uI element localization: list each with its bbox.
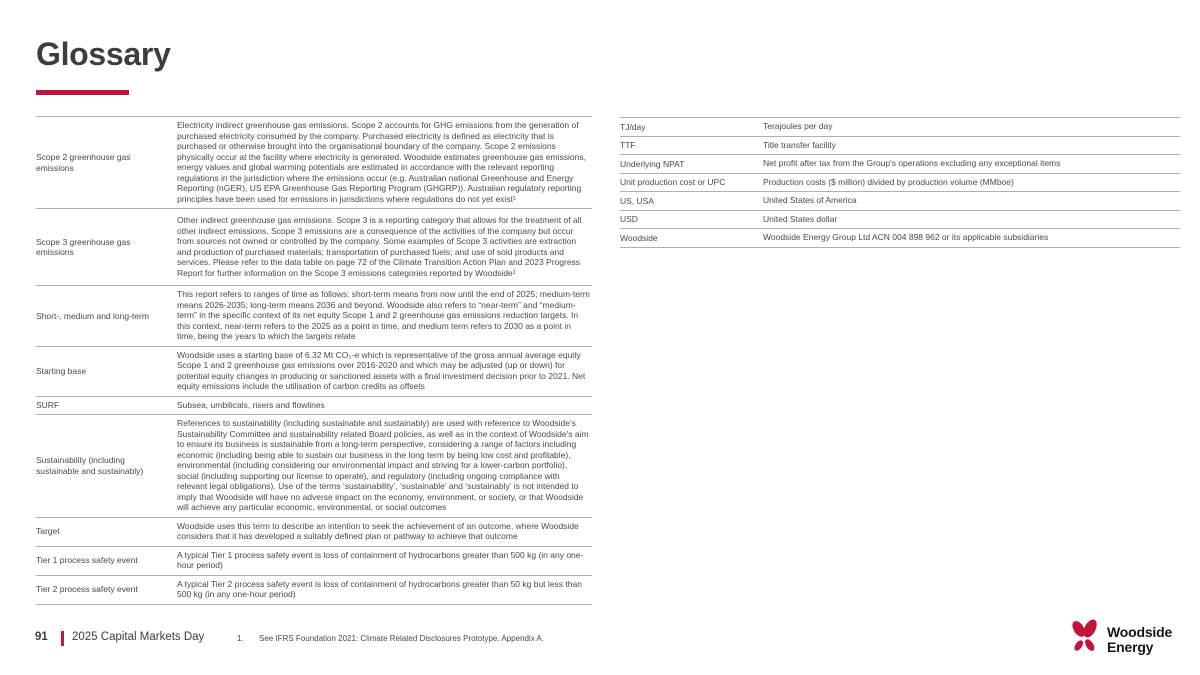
logo-wordmark — [1107, 625, 1172, 655]
glossary-definition-text: Production costs ($ million) divided by production volume (MMboe) — [763, 176, 1014, 187]
footnote-marker: 1. — [237, 634, 244, 643]
glossary-definition-text: A typical Tier 1 process safety event is loss of containment of hydrocarbons greater than 500 kg (in any one-hour period) — [177, 549, 584, 570]
glossary-term: TJ/day — [620, 121, 646, 132]
table-row — [620, 117, 1180, 136]
glossary-definition-text: A typical Tier 2 process safety event is loss of containment of hydrocarbons greater than 50 kg but less than 500 kg (in any one-hour period) — [177, 578, 582, 599]
glossary-term: Tier 1 process safety event — [36, 555, 138, 566]
table-row — [36, 575, 592, 604]
glossary-term: SURF — [36, 400, 60, 410]
glossary-definition — [763, 174, 1180, 192]
page-number: 91 — [35, 631, 48, 643]
table-row — [36, 116, 592, 208]
glossary-term: Scope 3 greenhouse gas emissions — [36, 236, 131, 257]
glossary-term: Scope 2 greenhouse gas emissions — [36, 152, 131, 173]
glossary-definition — [177, 547, 592, 575]
glossary-definition-text: Net profit after tax from the Group's operations excluding any exceptional items — [763, 158, 1061, 168]
table-row — [620, 154, 1180, 173]
glossary-definition-text: Other indirect greenhouse gas emissions. Scope 3 is a reporting category that allows for the treatment of all other indirect emissions. Scope 3 emissions are a consequence of the activities of the company but occur from sources not owned or controlled by the company. Some examples of Scope 3 activities are extraction and production of purchased materials; transportation of purchased fuels; and use of sold products and services. Please refer to the data table on page 72 of the Climate Transition Action Plan and 2023 Progress Report for further information on the Scope 3 emissions categories reported by Woodside¹ — [177, 215, 582, 278]
table-row — [620, 136, 1180, 155]
glossary-definition — [763, 137, 1180, 155]
glossary-definition — [177, 347, 592, 396]
page-title: Glossary — [36, 36, 171, 72]
glossary-definition-text: United States dollar — [763, 213, 838, 224]
glossary-term: Underlying NPAT — [620, 158, 685, 169]
table-row — [36, 346, 592, 396]
glossary-definition-text: United States of America — [763, 195, 857, 205]
glossary-definition — [177, 397, 592, 415]
glossary-definition — [177, 576, 592, 604]
table-row — [620, 191, 1180, 210]
footer-divider — [61, 631, 64, 646]
glossary-term: Sustainability (including sustainable and sustainably) — [36, 455, 144, 476]
glossary-term: Tier 2 process safety event — [36, 584, 138, 595]
glossary-definition — [177, 209, 592, 285]
glossary-definition — [177, 286, 592, 346]
footnote-text: See IFRS Foundation 2021: Climate Related Disclosures Prototype. Appendix A. — [259, 634, 545, 643]
footer-event-label: 2025 Capital Markets Day — [72, 631, 205, 643]
glossary-definition-text: Title transfer facility — [763, 139, 836, 150]
woodside-energy-logo — [1066, 616, 1172, 663]
title-accent-bar — [36, 90, 129, 95]
table-row — [36, 208, 592, 285]
table-row — [620, 173, 1180, 192]
glossary-term: Short-, medium and long-term — [36, 310, 149, 321]
glossary-definition — [763, 192, 1180, 210]
footnote — [237, 634, 544, 643]
logo-line2: Energy — [1107, 638, 1154, 655]
glossary-definition-text: References to sustainability (including sustainable and sustainably) are used with reference to Woodside's Sustainability Committee and sustainability related Board policies, as well as in the context of Woodside's aim to ensure its business is sustainable from a long-term perspective, considering a range of factors including economic (including being able to sustain our business in the long term by being low cost and profitable), environmental (including considering our environmental impact and striving for a lower-carbon portfolio), social (including supporting our license to operate), and regulatory (including ongoing compliance with relevant legal obligations). Use of the terms ‘sustainability’, ‘sustainable’ and ‘sustainably’ is not intended to imply that Woodside will have no adverse impact on the economy, environment, or society, or that Woodside will achieve any particular economic, environmental, or social outcomes — [177, 418, 589, 512]
glossary-term: Starting base — [36, 365, 87, 376]
glossary-term: TTF — [620, 140, 636, 150]
glossary-definition-text: Electricity indirect greenhouse gas emissions. Scope 2 accounts for GHG emissions from the generation of purchased electricity consumed by the company. Purchased electricity is defined as electricity that is purchased or otherwise brought into the organisational boundary of the company. Scope 2 emissions physically occur at the facility where electricity is generated. Woodside estimates greenhouse gas emissions, energy values and global warming potentials are estimated in accordance with the relevant reporting regulations in the jurisdiction where the emissions occur (e.g. Australian national Greenhouse and Energy Reporting (nGER), US EPA Greenhouse Gas Reporting Program (GHGRP)). Australian regulatory reporting principles have been used for emissions in jurisdictions where regulations do not yet exist¹ — [177, 120, 586, 204]
table-row — [36, 285, 592, 346]
glossary-definition — [177, 117, 592, 208]
table-row — [36, 517, 592, 546]
table-row — [620, 228, 1180, 247]
glossary-definition — [177, 518, 592, 546]
glossary-definition-text: Woodside uses a starting base of 6.32 Mt CO₂-e which is representative of the gross annual average equity Scope 1 and 2 greenhouse gas emissions over 2016-2020 and which may be adjusted (up or down) for potential equity changes in producing or sanctioned assets with a final investment decision prior to 2021. Net equity emissions include the utilisation of carbon credits as offsets — [177, 349, 586, 391]
glossary-definition-text: Terajoules per day — [763, 121, 833, 131]
glossary-definition-text: Woodside uses this term to describe an intention to seek the achievement of an outcome, where Woodside considers that it has developed a suitably defined plan or pathway to achieve that outcome — [177, 520, 579, 541]
glossary-table-left — [36, 116, 592, 605]
glossary-term: Unit production cost or UPC — [620, 177, 726, 187]
table-row — [36, 546, 592, 575]
logo-line1: Woodside — [1107, 623, 1173, 640]
glossary-term: Woodside — [620, 232, 658, 243]
glossary-table-right — [620, 117, 1180, 248]
glossary-definition-text: Subsea, umbilicals, risers and flowlines — [177, 399, 325, 410]
glossary-definition — [763, 229, 1180, 247]
glossary-term: Target — [36, 526, 60, 537]
glossary-definition — [763, 211, 1180, 229]
glossary-definition-text: This report refers to ranges of time as follows: short-term means from now until the end of 2025; medium-term means 2026-2035; long-term means 2036 and beyond. Woodside also refers to “near-term” and “medium-term” in the specific context of its net equity Scope 1 and 2 greenhouse gas emissions reduction targets. In this context, near-term refers to the 2025 as a point in time, and medium term refers to 2030 as a point in time, being the years to which the targets relate — [177, 289, 590, 341]
glossary-definition-text: Woodside Energy Group Ltd ACN 004 898 962 or its applicable subsidiaries — [763, 232, 1049, 242]
glossary-term: US, USA — [620, 195, 655, 206]
table-row — [36, 396, 592, 415]
glossary-definition — [763, 118, 1180, 136]
woodside-flower-icon — [1066, 616, 1102, 663]
glossary-definition — [763, 155, 1180, 173]
table-row — [620, 210, 1180, 229]
glossary-term: USD — [620, 214, 638, 224]
table-row — [36, 414, 592, 517]
glossary-definition — [177, 415, 592, 517]
